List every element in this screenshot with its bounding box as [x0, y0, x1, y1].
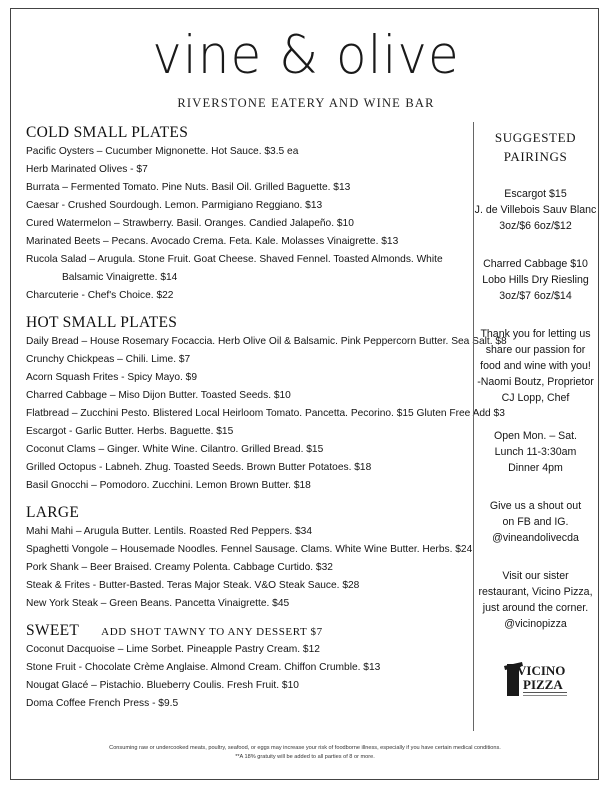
section-title-sweet-label: SWEET: [26, 622, 80, 639]
pairing-line: J. de Villebois Sauv Blanc: [474, 204, 597, 216]
thanks-line: CJ Lopp, Chef: [501, 392, 570, 404]
thanks-line: food and wine with you!: [480, 360, 591, 372]
menu-item: New York Steak – Green Beans. Pancetta Vinaigrette. $45: [26, 598, 290, 609]
gratuity-note: **A 18% gratuity will be added to all parties of 8 or more.: [235, 754, 375, 760]
menu-item: Doma Coffee French Press - $9.5: [26, 698, 179, 709]
menu-item: Steak & Frites - Butter-Basted. Teras Major Steak. V&O Steak Sauce. $28: [26, 580, 360, 591]
sister-line: just around the corner.: [482, 602, 589, 614]
menu-item: Mahi Mahi – Arugula Butter. Lentils. Roasted Red Peppers. $34: [26, 526, 312, 537]
sister-line: restaurant, Vicino Pizza,: [478, 586, 593, 598]
sister-restaurant: [474, 568, 597, 632]
menu-footer: [20, 744, 590, 762]
menu-item: Charcuterie - Chef's Choice. $22: [26, 290, 174, 301]
spacer: [26, 495, 476, 503]
sidebar-title-line: SUGGESTED: [494, 130, 577, 145]
vicino-pizza-logo-graphic: [501, 658, 571, 700]
menu-item: Rucola Salad – Arugula. Stone Fruit. Goat Cheese. Shaved Fennel. Toasted Almonds. White Balsamic Vinaigrette. $14: [26, 254, 443, 283]
section-title-cold: COLD SMALL PLATES: [26, 124, 189, 141]
sister-handle: @vicinopizza: [504, 618, 567, 630]
sidebar-title: [474, 128, 597, 166]
opening-hours: [474, 428, 597, 476]
hours-line: Open Mon. – Sat.: [493, 430, 578, 442]
menu-item: Daily Bread – House Rosemary Focaccia. Herb Olive Oil & Balsamic. Pink Peppercorn Butter. Sea Salt. $8: [26, 336, 507, 347]
menu-main-column: [26, 123, 507, 713]
thanks-line: -Naomi Boutz, Proprietor: [477, 376, 594, 388]
menu-item: Escargot - Garlic Butter. Herbs. Baguette. $15: [26, 426, 234, 437]
thank-you-note: [474, 326, 597, 406]
sister-line: Visit our sister: [502, 570, 569, 582]
menu-item: Caesar - Crushed Sourdough. Lemon. Parmigiano Reggiano. $13: [26, 200, 323, 211]
social-line: Give us a shout out: [489, 500, 582, 512]
pairing-escargot: [474, 186, 597, 234]
section-title-sweet: [26, 621, 476, 641]
menu-item: Coconut Clams – Ginger. White Wine. Cilantro. Grilled Bread. $15: [26, 444, 324, 455]
menu-item: Crunchy Chickpeas – Chili. Lime. $7: [26, 354, 191, 365]
health-disclaimer: Consuming raw or undercooked meats, poultry, seafood, or eggs may increase your risk of foodborne illness, especially if you have certain medical conditions.: [109, 745, 501, 751]
pairing-cabbage: [474, 256, 597, 304]
pairing-line: Charred Cabbage $10: [483, 258, 588, 270]
menu-item: Flatbread – Zucchini Pesto. Blistered Local Heirloom Tomato. Pancetta. Pecorino. $15 Gluten Free Add $3: [26, 408, 505, 419]
restaurant-logo: vine & olive: [152, 24, 460, 86]
dessert-shot-note: ADD SHOT TAWNY TO ANY DESSERT $7: [101, 626, 323, 638]
menu-item: Basil Gnocchi – Pomodoro. Zucchini. Lemon Brown Butter. $18: [26, 480, 311, 491]
pairing-line: Lobo Hills Dry Riesling: [482, 274, 589, 286]
spacer: [26, 613, 476, 621]
sidebar-pairings: [473, 122, 597, 731]
menu-item: Burrata – Fermented Tomato. Pine Nuts. Basil Oil. Grilled Baguette. $13: [26, 182, 351, 193]
menu-item: Grilled Octopus - Labneh. Zhug. Toasted Seeds. Brown Butter Potatoes. $18: [26, 462, 372, 473]
menu-item: Stone Fruit - Chocolate Crème Anglaise. Almond Cream. Chiffon Crumble. $13: [26, 662, 381, 673]
pizza-logo-word: PIZZA: [522, 677, 563, 692]
menu-item: Spaghetti Vongole – Housemade Noodles. Fennel Sausage. Clams. White Wine Butter. Herbs. $24: [26, 544, 473, 555]
social-line: on FB and IG.: [502, 516, 569, 528]
menu-item: Charred Cabbage – Miso Dijon Butter. Toasted Seeds. $10: [26, 390, 291, 401]
menu-item: Cured Watermelon – Strawberry. Basil. Oranges. Candied Jalapeño. $10: [26, 218, 354, 229]
pairing-line: 3oz/$6 6oz/$12: [499, 220, 572, 232]
menu-item: Herb Marinated Olives - $7: [26, 164, 148, 175]
social-shoutout: [474, 498, 597, 546]
section-title-large: LARGE: [26, 504, 80, 521]
pairing-line: 3oz/$7 6oz/$14: [499, 290, 572, 302]
sidebar-title-line: PAIRINGS: [503, 149, 568, 164]
restaurant-subtitle: RIVERSTONE EATERY AND WINE BAR: [177, 96, 435, 110]
social-handle: @vineandolivecda: [492, 532, 579, 544]
menu-item: Coconut Dacquoise – Lime Sorbet. Pineapple Pastry Cream. $12: [26, 644, 320, 655]
menu-item: Nougat Glacé – Pistachio. Blueberry Coulis. Fresh Fruit. $10: [26, 680, 299, 691]
pairing-line: Escargot $15: [504, 188, 567, 200]
menu-item: Acorn Squash Frites - Spicy Mayo. $9: [26, 372, 197, 383]
thanks-line: Thank you for letting us: [480, 328, 591, 340]
menu-item: Pork Shank – Beer Braised. Creamy Polenta. Cabbage Curtido. $32: [26, 562, 333, 573]
menu-item: Marinated Beets – Pecans. Avocado Crema. Feta. Kale. Molasses Vinaigrette. $13: [26, 236, 399, 247]
spacer: [26, 305, 476, 313]
menu-item: Pacific Oysters – Cucumber Mignonette. Hot Sauce. $3.5 ea: [26, 146, 299, 157]
thanks-line: share our passion for: [485, 344, 586, 356]
hours-line: Lunch 11-3:30am: [494, 446, 577, 458]
vicino-logo-word: VICINO: [516, 663, 565, 678]
vicino-pizza-logo: [474, 658, 597, 700]
section-title-hot: HOT SMALL PLATES: [26, 314, 178, 331]
hours-line: Dinner 4pm: [508, 462, 563, 474]
